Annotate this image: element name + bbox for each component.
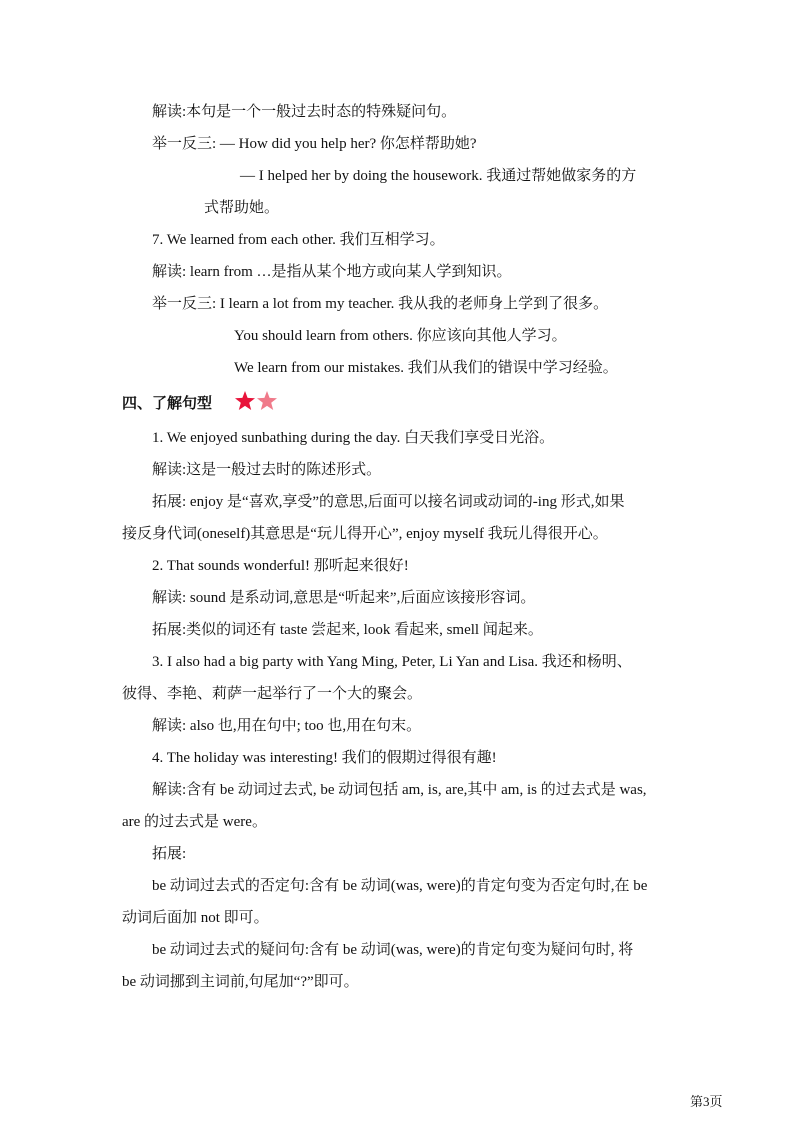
text-line: 7. We learned from each other. 我们互相学习。: [152, 232, 445, 248]
star-icon: [235, 391, 255, 410]
section-heading: 四、了解句型: [122, 394, 213, 412]
text-line: 彼得、李艳、莉萨一起举行了一个大的聚会。: [122, 686, 423, 702]
star-rating-icon: [234, 390, 282, 412]
text-line: 举一反三: I learn a lot from my teacher. 我从我的老师身上学到了很多。: [152, 296, 609, 312]
text-line: 解读: also 也,用在句中; too 也,用在句末。: [152, 718, 422, 734]
text-line: 拓展:: [152, 846, 187, 862]
text-line: be 动词过去式的否定句:含有 be 动词(was, were)的肯定句变为否定句时,在 be: [152, 878, 648, 894]
text-line: 2. That sounds wonderful! 那听起来很好!: [152, 558, 409, 574]
text-line: You should learn from others. 你应该向其他人学习。: [234, 328, 567, 344]
text-line: be 动词过去式的疑问句:含有 be 动词(was, were)的肯定句变为疑问句时, 将: [152, 942, 634, 958]
star-icon: [257, 391, 277, 410]
text-line: 接反身代词(oneself)其意思是“玩儿得开心”, enjoy myself 我玩儿得很开心。: [122, 526, 608, 542]
text-line: 拓展: enjoy 是“喜欢,享受”的意思,后面可以接名词或动词的-ing 形式,如果: [152, 494, 625, 510]
text-line: 动词后面加 not 即可。: [122, 910, 269, 926]
text-line: are 的过去式是 were。: [122, 814, 267, 830]
text-line: 拓展:类似的词还有 taste 尝起来, look 看起来, smell 闻起来。: [152, 622, 543, 638]
text-line: 式帮助她。: [204, 200, 280, 216]
text-line: 3. I also had a big party with Yang Ming, Peter, Li Yan and Lisa. 我还和杨明、: [152, 654, 632, 670]
text-line: 举一反三: — How did you help her? 你怎样帮助她?: [152, 136, 477, 152]
page-number: 第3页: [690, 1094, 723, 1109]
text-line: 4. The holiday was interesting! 我们的假期过得很有趣!: [152, 750, 497, 766]
text-line: — I helped her by doing the housework. 我通过帮她做家务的方: [240, 168, 637, 184]
text-line: 1. We enjoyed sunbathing during the day. 白天我们享受日光浴。: [152, 430, 555, 446]
text-line: be 动词挪到主词前,句尾加“?”即可。: [122, 974, 359, 990]
text-line: 解读:含有 be 动词过去式, be 动词包括 am, is, are,其中 am, is 的过去式是 was,: [152, 782, 647, 798]
text-line: We learn from our mistakes. 我们从我们的错误中学习经验。: [234, 360, 618, 376]
text-line: 解读:本句是一个一般过去时态的特殊疑问句。: [152, 104, 457, 120]
text-line: 解读: learn from …是指从某个地方或向某人学到知识。: [152, 264, 512, 280]
text-line: 解读: sound 是系动词,意思是“听起来”,后面应该接形容词。: [152, 590, 536, 606]
text-line: 解读:这是一般过去时的陈述形式。: [152, 462, 382, 478]
